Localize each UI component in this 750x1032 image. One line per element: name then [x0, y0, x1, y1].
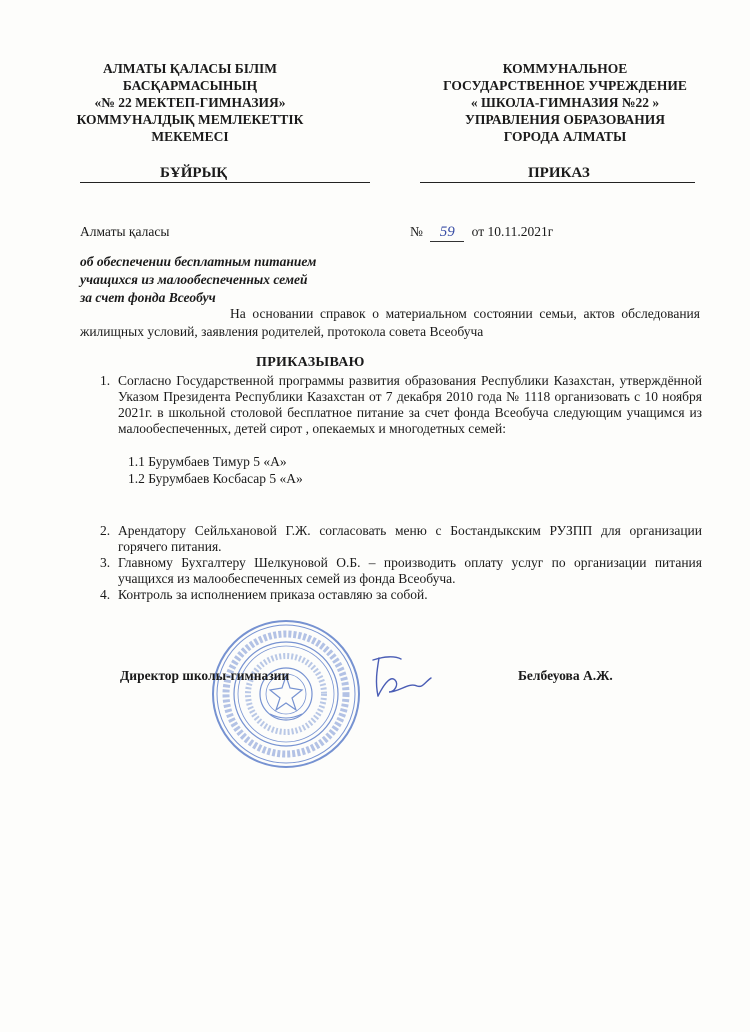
item-text: Согласно Государственной программы развития образования Республики Казахстан, утверждённой Указом Президента Республики Казахстан от 7 декабря 2010 года № 1118 организовать с 10 ноября 2021г. в школьной столовой бесплатное питание за счет фонда Всеобуча следующим учащимся из малообеспеченных, детей сирот , опекаемых и многодетных семей:: [118, 373, 702, 436]
director-name: Белбеуова А.Ж.: [518, 668, 613, 683]
header-right-line: ГОРОДА АЛМАТЫ: [503, 129, 627, 144]
header-russian: [420, 60, 710, 145]
student-entry: 1.2 Бурумбаев Косбасар 5 «А»: [128, 471, 303, 486]
handwritten-signature: [365, 652, 435, 702]
title-underline: [80, 182, 370, 183]
header-right-line: КОММУНАЛЬНОЕ: [502, 61, 628, 76]
subject-line: учащихся из малообеспеченных семей: [80, 272, 308, 287]
director-title: Директор школы-гимназии: [120, 668, 290, 683]
order-items: [80, 373, 702, 603]
header-left-line: «№ 22 МЕКТЕП-ГИМНАЗИЯ»: [94, 95, 286, 110]
city: Алматы қаласы: [80, 224, 170, 239]
title-kazakh: [80, 165, 370, 185]
official-stamp: [210, 618, 362, 770]
header-left-line: БАСҚАРМАСЫНЫҢ: [122, 78, 258, 93]
title-kazakh-text: БҰЙРЫҚ: [160, 165, 228, 181]
order-subject: [80, 253, 316, 307]
header-right-line: УПРАВЛЕНИЯ ОБРАЗОВАНИЯ: [465, 112, 665, 127]
student-list: [128, 453, 702, 487]
basis-text: На основании справок о материальном состоянии семьи, актов обследования жилищных условий, заявления родителей, протокола совета Всеобуча: [80, 306, 700, 339]
student-entry: 1.1 Бурумбаев Тимур 5 «А»: [128, 454, 287, 469]
title-russian: [420, 165, 695, 185]
order-number: [410, 224, 553, 242]
item-number: 1.: [100, 373, 111, 388]
header-kazakh: [40, 60, 340, 145]
order-date: от 10.11.2021г: [471, 224, 554, 239]
list-item: [80, 555, 702, 587]
list-item: [80, 523, 702, 555]
item-number: 2.: [100, 523, 111, 538]
item-text: Контроль за исполнением приказа оставляю за собой.: [118, 587, 428, 602]
title-underline: [420, 182, 695, 183]
list-item: [80, 373, 702, 437]
item-text: Арендатору Сейльхановой Г.Ж. согласовать меню с Бостандыкским РУЗПП для организации горячего питания.: [118, 523, 702, 554]
header-right-line: « ШКОЛА-ГИМНАЗИЯ №22 »: [470, 95, 660, 110]
title-russian-text: ПРИКАЗ: [528, 165, 590, 181]
header-left-line: МЕКЕМЕСІ: [151, 129, 229, 144]
item-text: Главному Бухгалтеру Шелкуновой О.Б. – производить оплату услуг по организации питания учащихся из малообеспеченных семей из фонда Всеобуча.: [118, 555, 702, 586]
number-prefix: №: [410, 224, 423, 239]
header-right-line: ГОСУДАРСТВЕННОЕ УЧРЕЖДЕНИЕ: [443, 78, 687, 93]
list-item: [80, 587, 702, 603]
item-number: 4.: [100, 587, 111, 602]
number-value: 59: [430, 224, 464, 242]
header-left-line: АЛМАТЫ ҚАЛАСЫ БІЛІМ: [102, 61, 278, 76]
subject-line: за счет фонда Всеобуч: [80, 290, 216, 305]
decree-heading: ПРИКАЗЫВАЮ: [256, 355, 365, 370]
basis-paragraph: [80, 305, 700, 341]
subject-line: об обеспечении бесплатным питанием: [80, 254, 317, 269]
item-number: 3.: [100, 555, 111, 570]
header-left-line: КОММУНАЛДЫҚ МЕМЛЕКЕТТІК: [76, 112, 304, 127]
